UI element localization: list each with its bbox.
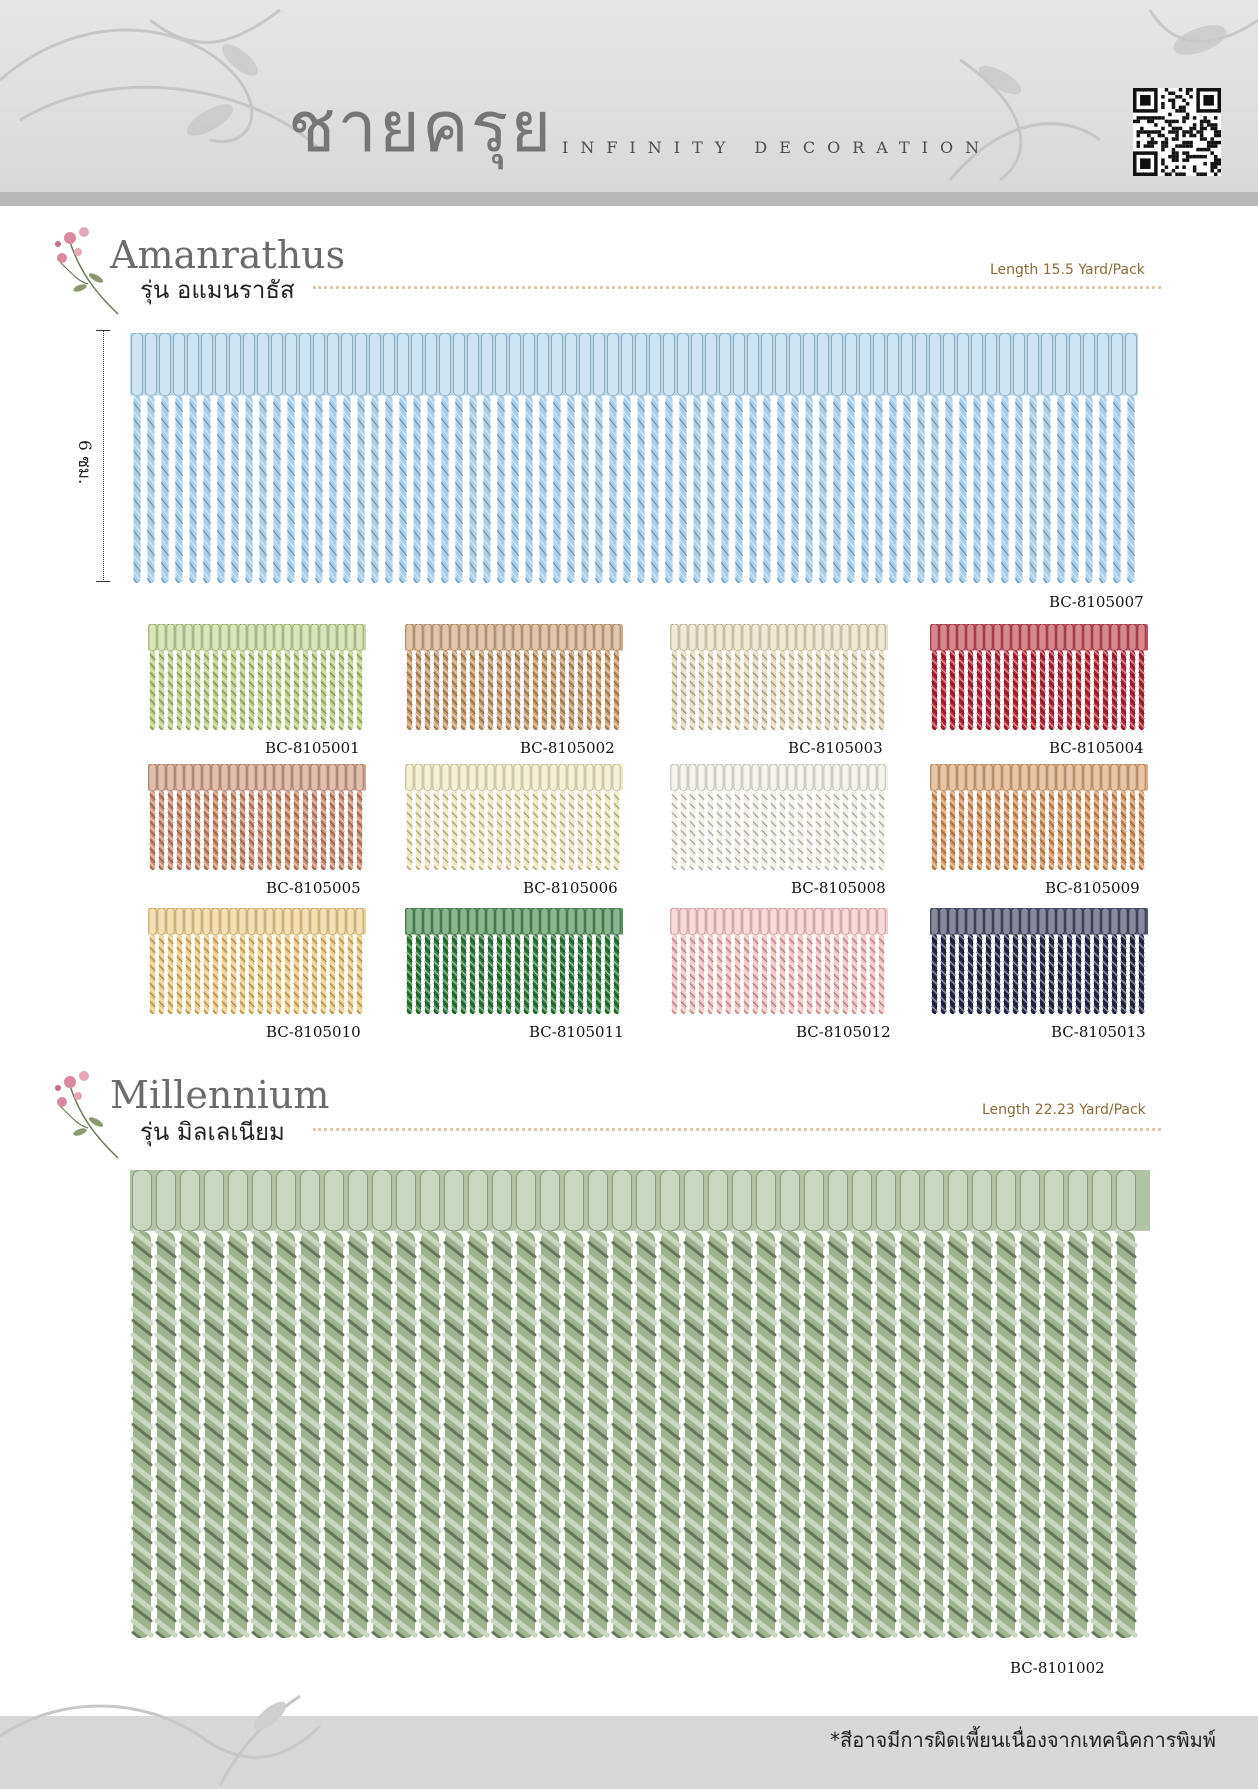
swatch-image [670, 908, 888, 1014]
product-code: BC-8105005 [266, 879, 361, 897]
product-code: BC-8105010 [266, 1023, 361, 1041]
product-code: BC-8105001 [265, 739, 360, 757]
section-title-en: Millennium [110, 1073, 330, 1117]
dotted-divider [313, 286, 1161, 289]
dotted-divider [313, 1128, 1161, 1131]
product-code: BC-8105009 [1045, 879, 1140, 897]
header-divider [0, 192, 1258, 206]
product-code: BC-8105011 [529, 1023, 624, 1041]
swatch-image [930, 624, 1148, 730]
floral-swirl-decoration [0, 1676, 360, 1789]
pack-length: Length 22.23 Yard/Pack [982, 1102, 1146, 1118]
swatch-image [670, 624, 888, 730]
brand-tagline: INFINITY DECORATION [562, 138, 992, 157]
swatch-image [405, 764, 623, 870]
swatch-image [405, 908, 623, 1014]
product-code: BC-8105006 [523, 879, 618, 897]
pack-length: Length 15.5 Yard/Pack [990, 262, 1145, 278]
product-code: BC-8105002 [520, 739, 615, 757]
disclaimer-note: *สีอาจมีการผิดเพี้ยนเนื่องจากเทคนิคการพิมพ์ [830, 1728, 1216, 1752]
swatch-image [930, 764, 1148, 870]
product-code: BC-8105013 [1051, 1023, 1146, 1041]
product-code: BC-8105008 [791, 879, 886, 897]
product-code: BC-8105007 [1049, 593, 1144, 611]
fringe-image-main [130, 333, 1138, 583]
floral-swirl-decoration [0, 0, 1258, 192]
swatch-image [405, 624, 623, 730]
swatch-image [670, 764, 888, 870]
dimension-tick [96, 330, 110, 331]
product-code: BC-8101002 [1010, 1659, 1105, 1677]
dimension-tick [96, 581, 110, 582]
product-code: BC-8105003 [788, 739, 883, 757]
fringe-image-main [130, 1170, 1150, 1638]
dimension-line [103, 330, 104, 582]
swatch-image [148, 624, 366, 730]
dimension-label: 6 ซม. [74, 440, 94, 485]
swatch-image [930, 908, 1148, 1014]
brand-title: ชายครุย [288, 86, 554, 168]
section-title-th: รุ่น มิลเลเนียม [140, 1118, 285, 1146]
swatch-image [148, 764, 366, 870]
qr-code[interactable] [1133, 88, 1221, 176]
product-code: BC-8105012 [796, 1023, 891, 1041]
swatch-image [148, 908, 366, 1014]
section-title-th: รุ่น อแมนราธัส [140, 276, 295, 304]
product-code: BC-8105004 [1049, 739, 1144, 757]
section-title-en: Amanrathus [110, 233, 346, 277]
